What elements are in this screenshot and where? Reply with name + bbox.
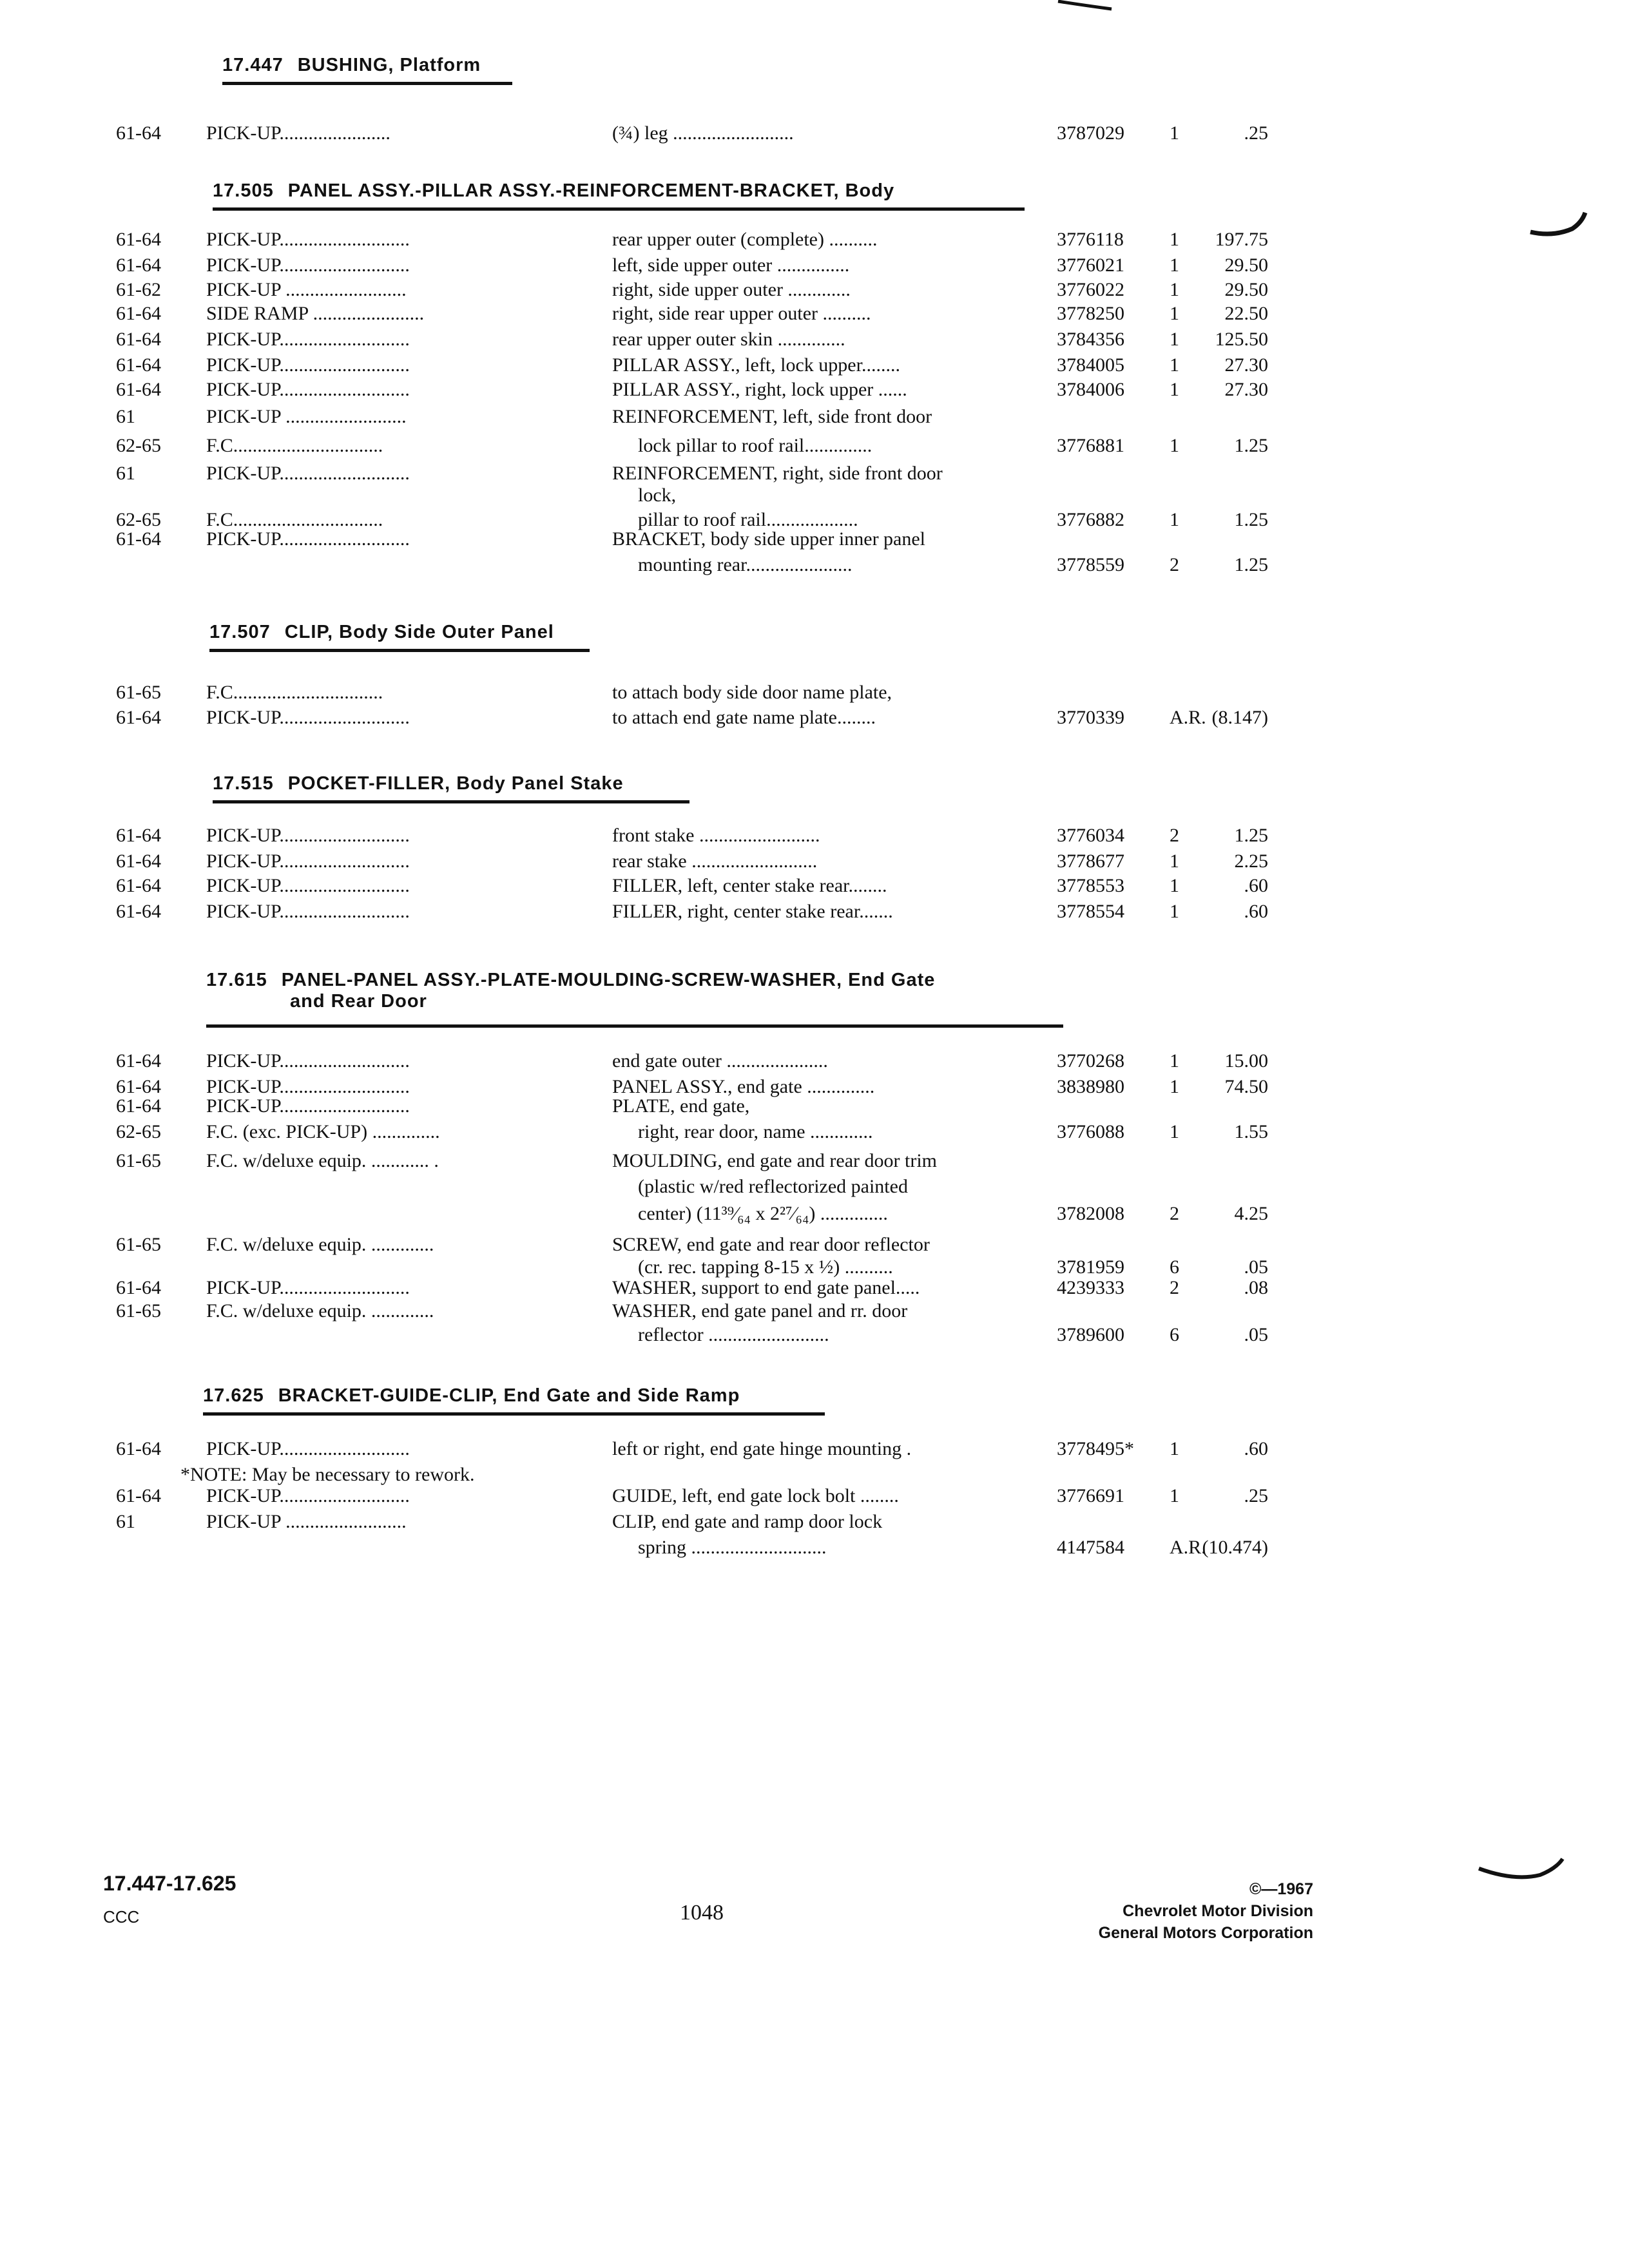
price-cell: 29.50	[1224, 255, 1268, 276]
section-number: 17.625	[203, 1385, 264, 1406]
part-number-cell: 4239333	[1057, 1277, 1124, 1298]
section-heading	[213, 180, 894, 202]
year-cell: 61-64	[116, 707, 161, 728]
part-number-cell: 3776021	[1057, 255, 1124, 276]
year-cell: 61-64	[116, 850, 161, 872]
year-cell: 61-62	[116, 279, 161, 300]
year-cell: 61-64	[116, 329, 161, 350]
part-number-cell: 3787029	[1057, 122, 1124, 144]
quantity-cell: A.R.	[1170, 1537, 1206, 1558]
price-cell: .08	[1244, 1277, 1268, 1298]
year-cell: 61-64	[116, 875, 161, 896]
table-row	[0, 485, 1629, 510]
table-row	[0, 1485, 1629, 1511]
description-cell: rear upper outer (complete) ..........	[612, 229, 878, 250]
description-cell: (cr. rec. tapping 8-15 x ½) ..........	[638, 1256, 893, 1278]
description-cell: lock pillar to roof rail..............	[638, 435, 872, 456]
description-cell: right, rear door, name .............	[638, 1121, 873, 1142]
quantity-cell: 1	[1170, 435, 1179, 456]
quantity-cell: 1	[1170, 329, 1179, 350]
footer-division: Chevrolet Motor Division	[1123, 1902, 1313, 1920]
quantity-cell: 1	[1170, 229, 1179, 250]
section-title: POCKET-FILLER, Body Panel Stake	[287, 773, 624, 794]
table-row	[0, 279, 1629, 305]
part-number-cell: 3784006	[1057, 379, 1124, 400]
section-number: 17.447	[222, 55, 284, 75]
year-cell: 61	[116, 1511, 135, 1532]
quantity-cell: 1	[1170, 1076, 1179, 1097]
description-cell: (plastic w/red reflectorized painted	[638, 1176, 908, 1197]
model-cell: F.C. w/deluxe equip. .............	[206, 1234, 434, 1255]
part-number-cell: 3778677	[1057, 850, 1124, 872]
scan-mark	[1527, 206, 1598, 245]
price-cell: .05	[1244, 1256, 1268, 1278]
part-number-cell: 3776118	[1057, 229, 1124, 250]
table-row	[0, 850, 1629, 876]
quantity-cell: 1	[1170, 850, 1179, 872]
model-cell: F.C...............................	[206, 435, 383, 456]
description-cell: PILLAR ASSY., right, lock upper ......	[612, 379, 907, 400]
footer-range: 17.447-17.625	[103, 1872, 236, 1895]
table-row	[0, 1511, 1629, 1537]
section-heading	[206, 970, 935, 1012]
year-cell: 61-64	[116, 1277, 161, 1298]
model-cell: PICK-UP...........................	[206, 379, 410, 400]
price-cell: 197.75	[1215, 229, 1268, 250]
year-cell: 61-64	[116, 528, 161, 550]
description-cell: right, side upper outer .............	[612, 279, 851, 300]
model-cell: PICK-UP...........................	[206, 229, 410, 250]
quantity-cell: 1	[1170, 279, 1179, 300]
year-cell: 61-64	[116, 1076, 161, 1097]
table-row	[0, 875, 1629, 901]
section-title: BRACKET-GUIDE-CLIP, End Gate and Side Ramp	[278, 1385, 740, 1406]
price-cell: (8.147)	[1211, 707, 1268, 728]
model-cell: SIDE RAMP .......................	[206, 303, 425, 324]
description-cell: MOULDING, end gate and rear door trim	[612, 1150, 938, 1171]
price-cell: 1.25	[1234, 435, 1268, 456]
year-cell: 61	[116, 406, 135, 427]
price-cell: 1.25	[1234, 509, 1268, 530]
quantity-cell: 1	[1170, 122, 1179, 144]
price-cell: 1.55	[1234, 1121, 1268, 1142]
quantity-cell: 1	[1170, 509, 1179, 530]
quantity-cell: 2	[1170, 554, 1179, 575]
section-underline	[213, 207, 1025, 211]
price-cell: 1.25	[1234, 554, 1268, 575]
price-cell: .25	[1244, 1485, 1268, 1506]
part-number-cell: 4147584	[1057, 1537, 1124, 1558]
quantity-cell: 1	[1170, 1050, 1179, 1072]
page-number: 1048	[680, 1901, 724, 1925]
year-cell: 61-65	[116, 1150, 161, 1171]
description-cell: WASHER, support to end gate panel.....	[612, 1277, 920, 1298]
quantity-cell: 1	[1170, 379, 1179, 400]
table-row	[0, 707, 1629, 733]
part-number-cell: 3778554	[1057, 901, 1124, 922]
table-row	[0, 825, 1629, 850]
description-cell: left, side upper outer ...............	[612, 255, 850, 276]
table-row	[0, 303, 1629, 329]
description-cell: spring ............................	[638, 1537, 827, 1558]
part-number-cell: 3770268	[1057, 1050, 1124, 1072]
year-cell: 61-64	[116, 1095, 161, 1117]
section-number: 17.515	[213, 773, 274, 794]
price-cell: 2.25	[1234, 850, 1268, 872]
description-cell: lock,	[638, 485, 677, 506]
table-row	[0, 329, 1629, 354]
description-cell: pillar to roof rail...................	[638, 509, 858, 530]
year-cell: 61-64	[116, 255, 161, 276]
model-cell: PICK-UP...........................	[206, 528, 410, 550]
year-cell: 62-65	[116, 509, 161, 530]
scan-mark	[1476, 1856, 1572, 1894]
description-cell: GUIDE, left, end gate lock bolt ........	[612, 1485, 899, 1506]
model-cell: F.C...............................	[206, 509, 383, 530]
description-cell: right, side rear upper outer ..........	[612, 303, 871, 324]
quantity-cell: 1	[1170, 303, 1179, 324]
section-heading	[209, 622, 554, 643]
section-underline	[213, 800, 689, 803]
model-cell: PICK-UP .........................	[206, 279, 407, 300]
section-title: PANEL-PANEL ASSY.-PLATE-MOULDING-SCREW-WASHER, End Gate	[281, 970, 936, 990]
part-number-cell: 3778553	[1057, 875, 1124, 896]
part-number-cell: 3784356	[1057, 329, 1124, 350]
price-cell: .60	[1244, 901, 1268, 922]
part-number-cell: 3781959	[1057, 1256, 1124, 1278]
part-number-cell: 3776691	[1057, 1485, 1124, 1506]
year-cell: 61-64	[116, 1050, 161, 1072]
price-cell: .60	[1244, 1438, 1268, 1459]
part-number-cell: 3778495*	[1057, 1438, 1134, 1459]
year-cell: 61-65	[116, 682, 161, 703]
table-row	[0, 1277, 1629, 1303]
section-number: 17.615	[206, 970, 267, 990]
section-title-line2: and Rear Door	[290, 991, 427, 1012]
table-row	[0, 1537, 1629, 1562]
year-cell: 61-65	[116, 1300, 161, 1321]
description-cell: FILLER, left, center stake rear........	[612, 875, 887, 896]
model-cell: PICK-UP.......................	[206, 122, 390, 144]
price-cell: .25	[1244, 122, 1268, 144]
model-cell: PICK-UP .........................	[206, 1511, 407, 1532]
table-row	[0, 1203, 1629, 1229]
section-underline	[222, 82, 512, 85]
year-cell: 61-64	[116, 122, 161, 144]
year-cell: 62-65	[116, 1121, 161, 1142]
price-cell: .60	[1244, 875, 1268, 896]
description-cell: CLIP, end gate and ramp door lock	[612, 1511, 883, 1532]
description-cell: REINFORCEMENT, left, side front door	[612, 406, 932, 427]
description-cell: SCREW, end gate and rear door reflector	[612, 1234, 930, 1255]
quantity-cell: 1	[1170, 875, 1179, 896]
part-number-cell: 3776034	[1057, 825, 1124, 846]
price-cell: 27.30	[1224, 379, 1268, 400]
description-cell: mounting rear......................	[638, 554, 853, 575]
description-cell: FILLER, right, center stake rear.......	[612, 901, 893, 922]
model-cell: F.C. (exc. PICK-UP) ..............	[206, 1121, 440, 1142]
price-cell: .05	[1244, 1324, 1268, 1345]
model-cell: PICK-UP .........................	[206, 406, 407, 427]
year-cell: 61-64	[116, 901, 161, 922]
price-cell: 74.50	[1224, 1076, 1268, 1097]
section-title: PANEL ASSY.-PILLAR ASSY.-REINFORCEMENT-BRACKET, Body	[287, 180, 895, 201]
table-row	[0, 1121, 1629, 1147]
quantity-cell: 2	[1170, 1277, 1179, 1298]
table-row	[0, 554, 1629, 580]
part-number-cell: 3776881	[1057, 435, 1124, 456]
price-cell: 1.25	[1234, 825, 1268, 846]
year-cell: 61-64	[116, 825, 161, 846]
footer-publisher	[1099, 1878, 1313, 1944]
price-cell: 27.30	[1224, 354, 1268, 376]
table-row	[0, 379, 1629, 405]
year-cell: 61	[116, 463, 135, 484]
description-cell: BRACKET, body side upper inner panel	[612, 528, 926, 550]
quantity-cell: A.R.	[1170, 707, 1206, 728]
price-cell: 125.50	[1215, 329, 1268, 350]
price-cell: 29.50	[1224, 279, 1268, 300]
part-number-cell: 3778250	[1057, 303, 1124, 324]
note-text: *NOTE: May be necessary to rework.	[180, 1464, 475, 1485]
description-cell: PLATE, end gate,	[612, 1095, 750, 1117]
table-row	[0, 122, 1629, 148]
model-cell: PICK-UP...........................	[206, 1438, 410, 1459]
section-heading	[203, 1385, 740, 1407]
section-title: CLIP, Body Side Outer Panel	[284, 622, 554, 642]
model-cell: PICK-UP...........................	[206, 901, 410, 922]
section-heading	[213, 773, 624, 794]
table-row	[0, 1234, 1629, 1260]
table-row	[0, 255, 1629, 280]
description-cell: to attach body side door name plate,	[612, 682, 892, 703]
table-row	[0, 528, 1629, 554]
model-cell: F.C. w/deluxe equip. ............ .	[206, 1150, 439, 1171]
model-cell: F.C. w/deluxe equip. .............	[206, 1300, 434, 1321]
model-cell: PICK-UP...........................	[206, 875, 410, 896]
model-cell: PICK-UP...........................	[206, 1485, 410, 1506]
table-row	[0, 1050, 1629, 1076]
year-cell: 61-64	[116, 379, 161, 400]
year-cell: 61-65	[116, 1234, 161, 1255]
table-row	[0, 1176, 1629, 1202]
description-cell: PILLAR ASSY., left, lock upper........	[612, 354, 900, 376]
quantity-cell: 2	[1170, 1203, 1179, 1224]
table-row	[0, 435, 1629, 461]
model-cell: PICK-UP...........................	[206, 329, 410, 350]
part-number-cell: 3782008	[1057, 1203, 1124, 1224]
description-cell: center) (11³⁹⁄₆₄ x 2²⁷⁄₆₄) ..............	[638, 1203, 888, 1224]
model-cell: PICK-UP...........................	[206, 1095, 410, 1117]
model-cell: PICK-UP...........................	[206, 707, 410, 728]
price-cell: 22.50	[1224, 303, 1268, 324]
scan-mark	[1057, 0, 1115, 13]
model-cell: F.C...............................	[206, 682, 383, 703]
part-number-cell: 3770339	[1057, 707, 1124, 728]
section-underline	[209, 649, 590, 652]
description-cell: to attach end gate name plate........	[612, 707, 876, 728]
year-cell: 61-64	[116, 229, 161, 250]
footer-corporation: General Motors Corporation	[1098, 1924, 1313, 1942]
quantity-cell: 1	[1170, 1485, 1179, 1506]
description-cell: front stake .........................	[612, 825, 820, 846]
section-number: 17.505	[213, 180, 274, 201]
description-cell: end gate outer .....................	[612, 1050, 828, 1072]
quantity-cell: 1	[1170, 1121, 1179, 1142]
description-cell: left or right, end gate hinge mounting .	[612, 1438, 912, 1459]
table-row	[0, 1438, 1629, 1464]
table-row	[0, 901, 1629, 927]
model-cell: PICK-UP...........................	[206, 354, 410, 376]
part-number-cell: 3784005	[1057, 354, 1124, 376]
price-cell: 4.25	[1234, 1203, 1268, 1224]
footer-code: CCC	[103, 1907, 140, 1927]
quantity-cell: 6	[1170, 1256, 1179, 1278]
model-cell: PICK-UP...........................	[206, 1050, 410, 1072]
description-cell: (¾) leg .........................	[612, 122, 794, 144]
model-cell: PICK-UP...........................	[206, 825, 410, 846]
description-cell: rear upper outer skin ..............	[612, 329, 845, 350]
description-cell: rear stake ..........................	[612, 850, 818, 872]
table-row	[0, 1150, 1629, 1176]
quantity-cell: 1	[1170, 354, 1179, 376]
section-heading	[222, 55, 481, 76]
model-cell: PICK-UP...........................	[206, 255, 410, 276]
part-number-cell: 3838980	[1057, 1076, 1124, 1097]
table-row	[0, 229, 1629, 255]
section-title: BUSHING, Platform	[297, 55, 481, 75]
section-underline	[203, 1412, 825, 1416]
part-number-cell: 3776088	[1057, 1121, 1124, 1142]
model-cell: PICK-UP...........................	[206, 1277, 410, 1298]
quantity-cell: 6	[1170, 1324, 1179, 1345]
description-cell: PANEL ASSY., end gate ..............	[612, 1076, 875, 1097]
table-row	[0, 406, 1629, 432]
table-row	[0, 1324, 1629, 1350]
section-underline	[206, 1024, 1063, 1028]
table-row	[0, 1300, 1629, 1326]
part-number-cell: 3776882	[1057, 509, 1124, 530]
description-cell: reflector .........................	[638, 1324, 829, 1345]
description-cell: WASHER, end gate panel and rr. door	[612, 1300, 908, 1321]
quantity-cell: 1	[1170, 255, 1179, 276]
quantity-cell: 1	[1170, 1438, 1179, 1459]
table-row	[0, 1095, 1629, 1121]
section-number: 17.507	[209, 622, 271, 642]
price-cell: (10.474)	[1202, 1537, 1268, 1558]
year-cell: 61-64	[116, 1438, 161, 1459]
table-row	[0, 682, 1629, 707]
model-cell: PICK-UP...........................	[206, 463, 410, 484]
price-cell: 15.00	[1224, 1050, 1268, 1072]
model-cell: PICK-UP...........................	[206, 850, 410, 872]
part-number-cell: 3776022	[1057, 279, 1124, 300]
table-row	[0, 354, 1629, 380]
quantity-cell: 2	[1170, 825, 1179, 846]
year-cell: 61-64	[116, 303, 161, 324]
quantity-cell: 1	[1170, 901, 1179, 922]
part-number-cell: 3789600	[1057, 1324, 1124, 1345]
part-number-cell: 3778559	[1057, 554, 1124, 575]
year-cell: 62-65	[116, 435, 161, 456]
footer-copyright: ©—1967	[1249, 1880, 1313, 1898]
year-cell: 61-64	[116, 354, 161, 376]
description-cell: REINFORCEMENT, right, side front door	[612, 463, 943, 484]
model-cell: PICK-UP...........................	[206, 1076, 410, 1097]
year-cell: 61-64	[116, 1485, 161, 1506]
